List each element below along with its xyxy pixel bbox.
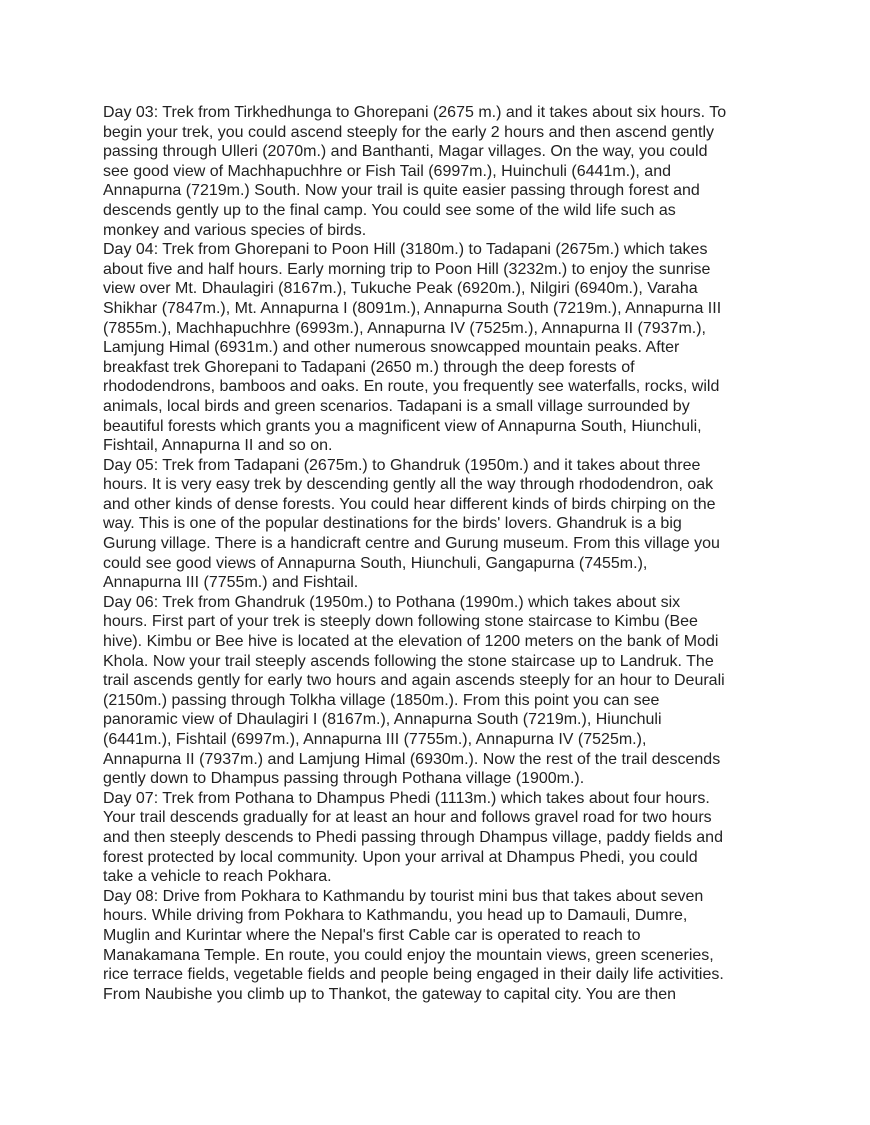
- text-line: passing through Ulleri (2070m.) and Banthanti, Magar villages. On the way, you could: [103, 143, 708, 161]
- text-line: could see good views of Annapurna South, Hiunchuli, Gangapurna (7455m.),: [103, 554, 648, 572]
- text-line: gently down to Dhampus passing through Pothana village (1900m.).: [103, 770, 585, 788]
- text-line: begin your trek, you could ascend steeply for the early 2 hours and then ascend gently: [103, 123, 715, 141]
- text-line: take a vehicle to reach Pokhara.: [103, 868, 332, 886]
- text-line: Day 04: Trek from Ghorepani to Poon Hill (3180m.) to Tadapani (2675m.) which takes: [103, 241, 708, 259]
- text-line: descends gently up to the final camp. You could see some of the wild life such as: [103, 201, 676, 219]
- text-line: Lamjung Himal (6931m.) and other numerous snowcapped mountain peaks. After: [103, 339, 680, 357]
- text-line: breakfast trek Ghorepani to Tadapani (2650 m.) through the deep forests of: [103, 358, 635, 376]
- text-line: Muglin and Kurintar where the Nepal's first Cable car is operated to reach to: [103, 926, 641, 944]
- text-line: trail ascends gently for early two hours and again ascends steeply for an hour to Deurali: [103, 672, 725, 690]
- text-line: way. This is one of the popular destinations for the birds' lovers. Ghandruk is a big: [103, 515, 682, 533]
- paragraph-day-07: [103, 789, 771, 887]
- text-line: Day 06: Trek from Ghandruk (1950m.) to Pothana (1990m.) which takes about six: [103, 593, 681, 611]
- text-line: Day 03: Trek from Tirkhedhunga to Ghorepani (2675 m.) and it takes about six hours. To: [103, 104, 727, 121]
- paragraph-day-04: [103, 240, 771, 456]
- text-line: Your trail descends gradually for at least an hour and follows gravel road for two hours: [103, 809, 712, 827]
- text-line: animals, local birds and green scenarios. Tadapani is a small village surrounded by: [103, 397, 690, 415]
- text-line: Day 05: Trek from Tadapani (2675m.) to Ghandruk (1950m.) and it takes about three: [103, 456, 701, 474]
- text-line: From Naubishe you climb up to Thankot, the gateway to capital city. You are then: [103, 985, 677, 1003]
- text-line: rhododendrons, bamboos and oaks. En route, you frequently see waterfalls, rocks, wild: [103, 378, 720, 396]
- text-line: Annapurna II (7937m.) and Lamjung Himal (6930m.). Now the rest of the trail descends: [103, 750, 721, 768]
- text-line: Day 07: Trek from Pothana to Dhampus Phedi (1113m.) which takes about four hours.: [103, 789, 710, 807]
- paragraph-day-08: [103, 887, 771, 1005]
- text-line: Annapurna III (7755m.) and Fishtail.: [103, 574, 359, 592]
- text-line: (2150m.) passing through Tolkha village (1850m.). From this point you can see: [103, 691, 660, 709]
- paragraph-day-05: [103, 456, 771, 593]
- document-body: [103, 103, 771, 1004]
- text-line: beautiful forests which grants you a magnificent view of Annapurna South, Hiunchuli,: [103, 417, 702, 435]
- text-line: forest protected by local community. Upon your arrival at Dhampus Phedi, you could: [103, 848, 698, 866]
- text-line: and other kinds of dense forests. You could hear different kinds of birds chirping on the: [103, 495, 716, 513]
- text-line: see good view of Machhapuchhre or Fish Tail (6997m.), Huinchuli (6441m.), and: [103, 162, 671, 180]
- text-line: view over Mt. Dhaulagiri (8167m.), Tukuche Peak (6920m.), Nilgiri (6940m.), Varaha: [103, 280, 698, 298]
- text-line: about five and half hours. Early morning trip to Poon Hill (3232m.) to enjoy the sunrise: [103, 260, 711, 278]
- text-line: hive). Kimbu or Bee hive is located at the elevation of 1200 meters on the bank of Modi: [103, 633, 719, 651]
- text-line: Fishtail, Annapurna II and so on.: [103, 437, 333, 455]
- text-line: Day 08: Drive from Pokhara to Kathmandu by tourist mini bus that takes about seven: [103, 887, 704, 905]
- paragraph-day-06: [103, 593, 771, 789]
- text-line: (7855m.), Machhapuchhre (6993m.), Annapurna IV (7525m.), Annapurna II (7937m.),: [103, 319, 706, 337]
- text-line: rice terrace fields, vegetable fields and people being engaged in their daily life activities.: [103, 966, 724, 984]
- text-line: hours. It is very easy trek by descending gently all the way through rhododendron, oak: [103, 476, 714, 494]
- text-line: monkey and various species of birds.: [103, 221, 367, 239]
- text-line: panoramic view of Dhaulagiri I (8167m.), Annapurna South (7219m.), Hiunchuli: [103, 711, 662, 729]
- text-line: hours. While driving from Pokhara to Kathmandu, you head up to Damauli, Dumre,: [103, 907, 688, 925]
- text-line: Manakamana Temple. En route, you could enjoy the mountain views, green sceneries,: [103, 946, 714, 964]
- text-line: (6441m.), Fishtail (6997m.), Annapurna III (7755m.), Annapurna IV (7525m.),: [103, 731, 647, 748]
- text-line: Annapurna (7219m.) South. Now your trail is quite easier passing through forest and: [103, 182, 700, 200]
- text-line: Gurung village. There is a handicraft centre and Gurung museum. From this village you: [103, 535, 720, 553]
- paragraph-day-03: [103, 103, 771, 240]
- text-line: hours. First part of your trek is steeply down following stone staircase to Kimbu (Bee: [103, 613, 698, 631]
- text-line: and then steeply descends to Phedi passing through Dhampus village, paddy fields and: [103, 828, 723, 846]
- text-line: Khola. Now your trail steeply ascends following the stone staircase up to Landruk. The: [103, 652, 714, 670]
- text-line: Shikhar (7847m.), Mt. Annapurna I (8091m.), Annapurna South (7219m.), Annapurna III: [103, 299, 722, 317]
